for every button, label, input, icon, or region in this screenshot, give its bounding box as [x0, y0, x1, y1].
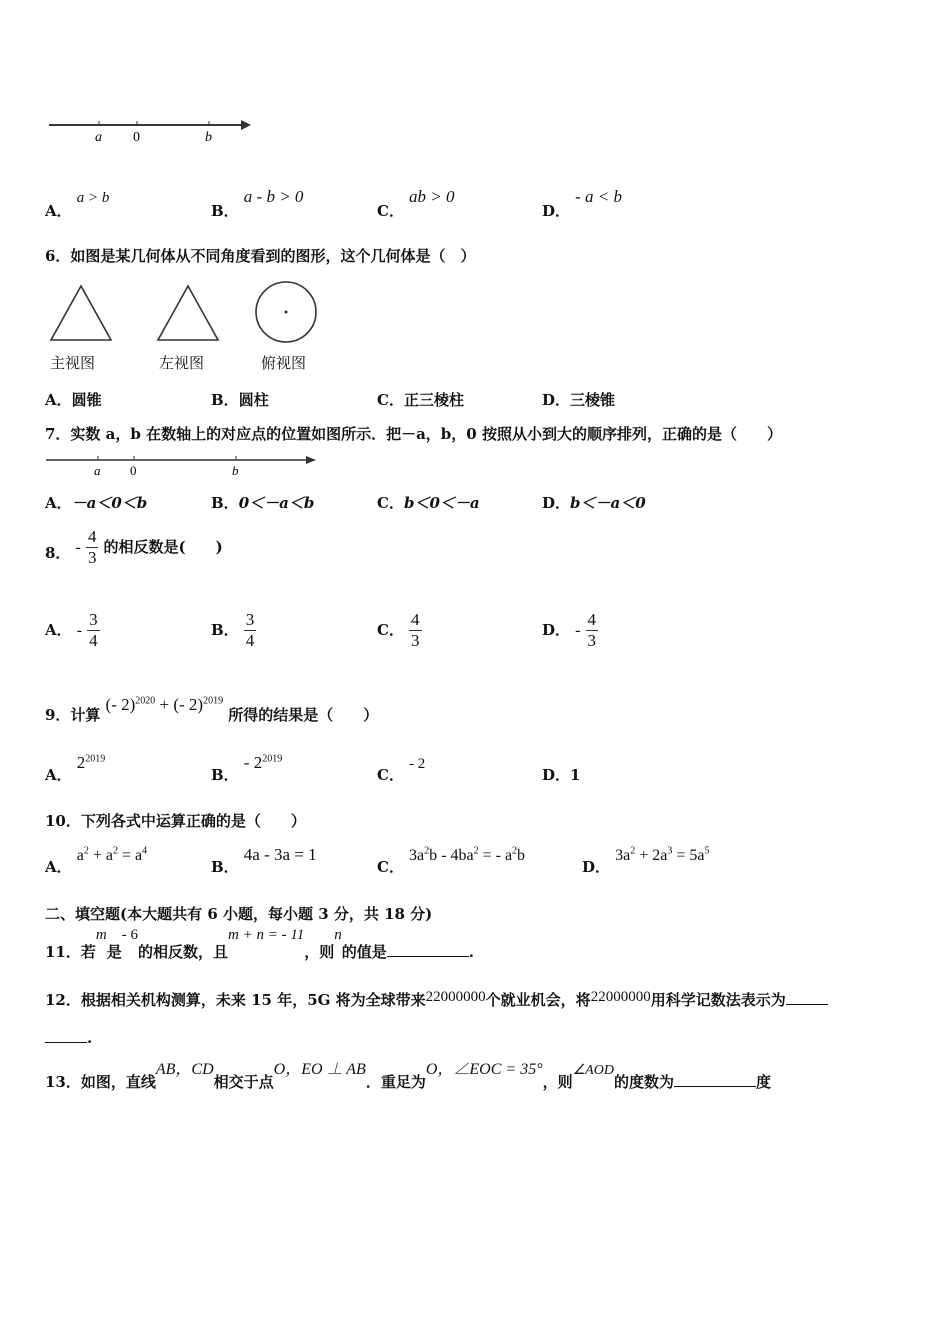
q12-text: 12．根据相关机构测算，未来 15 年，5G 将为全球带来 [45, 991, 426, 1009]
option-text: 三棱锥 [570, 391, 616, 409]
view-label-top: 俯视图 [261, 354, 307, 372]
option-expr: 4a - 3a = 1 [243, 845, 317, 864]
q9-option-c[interactable] [377, 752, 426, 784]
angle-expr: ∠EOC = 35° [453, 1061, 543, 1078]
option-text: 正三棱柱 [403, 391, 464, 409]
option-expr: a - b > 0 [243, 187, 304, 206]
answer-blank[interactable] [674, 1072, 756, 1087]
power-base: 2 [76, 753, 86, 772]
q13 [45, 1056, 771, 1091]
equation: m + n = - 11 [228, 927, 305, 943]
option-letter: A． [45, 202, 72, 220]
q8-option-b[interactable] [211, 610, 256, 651]
q12-cont [45, 1028, 92, 1047]
q13-text: ，则 [542, 1073, 573, 1091]
q9-tail: 所得的结果是（ ） [228, 706, 379, 724]
q9-stem [45, 694, 379, 724]
option-letter: D． [542, 766, 571, 784]
q9-option-a[interactable] [45, 752, 106, 784]
value: - 6 [121, 927, 138, 943]
option-expr: - a < b [575, 187, 622, 206]
q6-option-c[interactable] [377, 389, 464, 410]
q8-option-d[interactable] [542, 610, 598, 651]
fraction: $\frac{4}{3}$ [587, 610, 597, 650]
q7-option-b[interactable] [211, 492, 314, 513]
option-text: 圆锥 [71, 391, 102, 409]
q7-stem: 7．实数 a，b 在数轴上的对应点的位置如图所示．把－a，b，0 按照从小到大的顺序排列，正确的是（ ） [45, 425, 782, 443]
frac-sign: - [575, 622, 581, 639]
option-letter: D． [542, 621, 571, 639]
option-letter: B． [211, 621, 239, 639]
expr-exp1: 2020 [135, 695, 156, 707]
section-heading: 二、填空题(本大题共有 6 小题，每小题 3 分，共 18 分) [45, 905, 433, 923]
q11-text: 是 [106, 943, 122, 962]
q9-head: 9．计算 [45, 706, 101, 724]
option-letter: A． [45, 858, 72, 876]
value: - 2 [409, 756, 426, 772]
q5-option-d[interactable] [542, 186, 622, 220]
option-expr: $a^2 + a^2 = a^4$ [76, 845, 148, 864]
option-letter: A． [45, 494, 72, 512]
q5-option-b[interactable] [211, 186, 304, 220]
option-letter: D． [542, 494, 571, 512]
var-m: m [95, 927, 107, 943]
var-n: n [334, 927, 342, 943]
numberline-label-b: b [232, 463, 239, 478]
q13-text: 13．如图，直线 [45, 1073, 156, 1091]
q7-option-d[interactable] [542, 492, 646, 513]
expr-base2: (- 2) [173, 695, 204, 714]
option-letter: A． [45, 621, 72, 639]
q11-text: ，则 [304, 943, 335, 962]
fraction: $\frac{4}{3}$ [87, 527, 97, 567]
q8-tail: 的相反数是( ) [103, 538, 223, 556]
q10-option-c[interactable] [377, 844, 526, 876]
lines: AB，CD [155, 1061, 214, 1078]
q13-text: ．重足为 [365, 1073, 426, 1091]
angle-aod: ∠AOD [572, 1063, 614, 1078]
q10-option-d[interactable] [582, 844, 710, 876]
option-text: b＜0＜－a [403, 494, 480, 512]
option-letter: B． [211, 202, 239, 220]
q12-text: . [87, 1029, 93, 1047]
q11 [45, 927, 474, 962]
q9-option-b[interactable] [211, 752, 283, 784]
option-letter: C． [377, 621, 404, 639]
option-letter: A． [45, 766, 72, 784]
question-number: 8． [45, 544, 71, 562]
option-letter: B． [211, 858, 239, 876]
point: O， [273, 1061, 302, 1078]
power-exp: 2019 [85, 753, 106, 765]
power-exp: 2019 [262, 753, 283, 765]
option-expr: $3a^2b - 4ba^2$ = - $a^2b$ [409, 845, 526, 864]
number: 22000000 [425, 989, 486, 1005]
option-text: 0＜－a＜b [238, 494, 315, 512]
fraction: $\frac{3}{4}$ [245, 610, 255, 650]
option-letter: B． [211, 391, 239, 409]
option-text: －a＜0＜b [71, 494, 148, 512]
q5-option-a[interactable] [45, 186, 110, 220]
option-letter: C． [377, 391, 404, 409]
number-line-q5 [45, 112, 255, 148]
option-letter: D． [542, 202, 571, 220]
option-letter: B． [211, 766, 239, 784]
q13-text: 相交于点 [213, 1073, 274, 1091]
option-letter: C． [377, 494, 404, 512]
q6-option-a[interactable] [45, 389, 102, 410]
value: 1 [570, 766, 581, 784]
q6-stem: 6．如图是某几何体从不同角度看到的图形，这个几何体是（ ） [45, 247, 476, 265]
q6-figure [45, 278, 321, 376]
fraction: $\frac{4}{3}$ [411, 610, 420, 650]
q12 [45, 985, 828, 1009]
option-letter: A． [45, 391, 72, 409]
q11-text: 11．若 [45, 943, 96, 962]
option-expr: ab > 0 [409, 187, 455, 206]
point: O， [425, 1061, 454, 1078]
answer-blank[interactable] [786, 990, 828, 1005]
option-text: 圆柱 [238, 391, 269, 409]
q10-option-a[interactable] [45, 844, 148, 876]
q10-option-b[interactable] [211, 844, 317, 876]
option-text: b＜－a＜0 [570, 494, 646, 512]
q7-option-c[interactable] [377, 492, 480, 513]
numberline-label-a: a [95, 130, 102, 145]
q8-option-c[interactable] [377, 610, 422, 651]
answer-blank[interactable] [387, 942, 469, 957]
q7-option-a[interactable] [45, 492, 147, 513]
option-letter: D． [582, 858, 611, 876]
option-expr: a > b [76, 190, 110, 206]
perp-expr: EO ⊥ AB [301, 1061, 366, 1078]
q6-option-b[interactable] [211, 389, 269, 410]
q5-option-c[interactable] [377, 186, 455, 220]
view-label-front: 主视图 [50, 354, 96, 372]
q13-text: 度 [755, 1073, 771, 1091]
option-letter: C． [377, 202, 404, 220]
view-label-left: 左视图 [159, 354, 205, 372]
expr-plus: + [155, 695, 174, 714]
q12-text: 个就业机会，将 [485, 991, 591, 1009]
q11-text: . [468, 943, 474, 962]
answer-blank[interactable] [45, 1028, 87, 1043]
frac-sign: - [76, 622, 83, 639]
q10-stem: 10．下列各式中运算正确的是（ ） [45, 812, 306, 830]
q8-option-a[interactable] [45, 610, 100, 651]
fraction: $\frac{3}{4}$ [89, 610, 98, 650]
frac-sign: - [75, 539, 81, 556]
numberline-label-0: 0 [133, 130, 140, 145]
power-base: - 2 [243, 753, 263, 772]
option-letter: B． [211, 494, 239, 512]
option-expr: $3a^2 + 2a^3 = 5a^5$ [615, 845, 710, 864]
q12-text: 用科学记数法表示为 [650, 991, 786, 1009]
option-letter: C． [377, 766, 404, 784]
number-line-q7 [44, 451, 320, 479]
q8-stem [45, 527, 223, 568]
q9-option-d[interactable] [542, 764, 580, 785]
numberline-label-0: 0 [130, 463, 137, 478]
number: 22000000 [590, 989, 651, 1005]
numberline-label-a: a [94, 463, 101, 478]
q6-option-d[interactable] [542, 389, 615, 410]
numberline-label-b: b [205, 130, 212, 145]
q11-text: 的相反数，且 [137, 943, 228, 962]
expr-exp2: 2019 [203, 695, 224, 707]
q11-text: 的值是 [341, 943, 387, 962]
expr-base1: (- 2) [105, 695, 136, 714]
option-letter: C． [377, 858, 404, 876]
q13-text: 的度数为 [613, 1073, 674, 1091]
option-letter: D． [542, 391, 571, 409]
